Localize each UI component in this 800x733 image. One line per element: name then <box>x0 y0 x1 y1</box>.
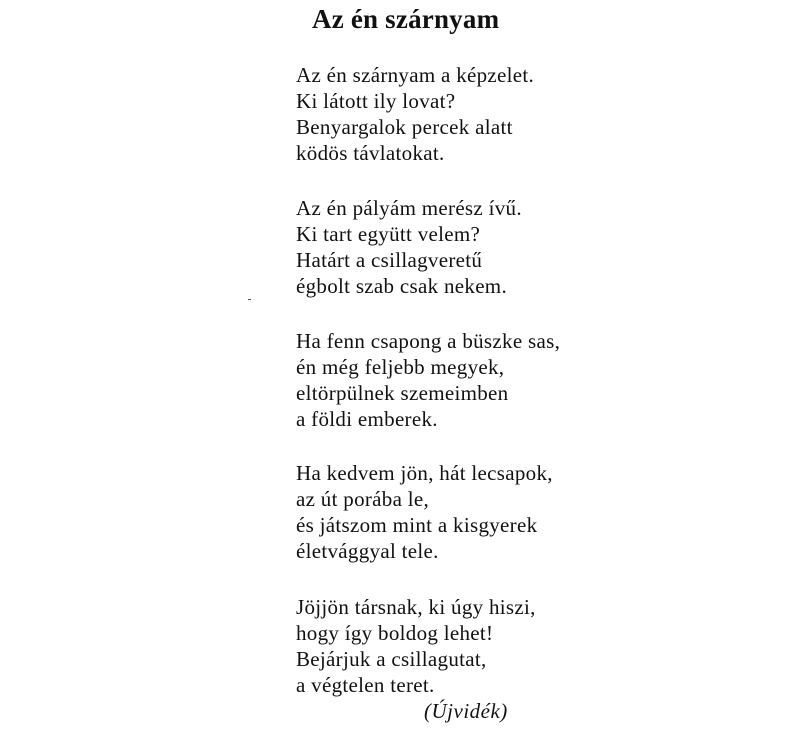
poem-line: Ha fenn csapong a büszke sas, <box>296 329 561 353</box>
poem-line: a földi emberek. <box>296 407 438 431</box>
poem-line: Az én pályám merész ívű. <box>296 196 522 220</box>
poem-line: Bejárjuk a csillagutat, <box>296 647 487 671</box>
poem-line: és játszom mint a kisgyerek <box>296 513 538 537</box>
poem-line: Ha kedvem jön, hát lecsapok, <box>296 461 553 485</box>
poem-line: eltörpülnek szemeimben <box>296 381 509 405</box>
poem-line: ködös távlatokat. <box>296 141 445 165</box>
poem-line: hogy így boldog lehet! <box>296 621 494 645</box>
poem-line: Benyargalok percek alatt <box>296 115 513 139</box>
poem-line: égbolt szab csak nekem. <box>296 274 507 298</box>
poem-line: Ki tart együtt velem? <box>296 222 481 246</box>
poem-title: Az én szárnyam <box>312 4 500 34</box>
scan-speck <box>248 299 251 300</box>
poem-line: én még feljebb megyek, <box>296 355 505 379</box>
poem-line: Ki látott ily lovat? <box>296 89 456 113</box>
poem-line: a végtelen teret. <box>296 673 435 697</box>
poem-line: Az én szárnyam a képzelet. <box>296 63 535 87</box>
poem-line: életvággyal tele. <box>296 539 439 563</box>
poem-line: Jöjjön társnak, ki úgy hiszi, <box>296 595 536 619</box>
poem-line: Határt a csillagveretű <box>296 248 483 272</box>
poem-line: az út porába le, <box>296 487 430 511</box>
place-of-writing: (Újvidék) <box>424 699 508 723</box>
